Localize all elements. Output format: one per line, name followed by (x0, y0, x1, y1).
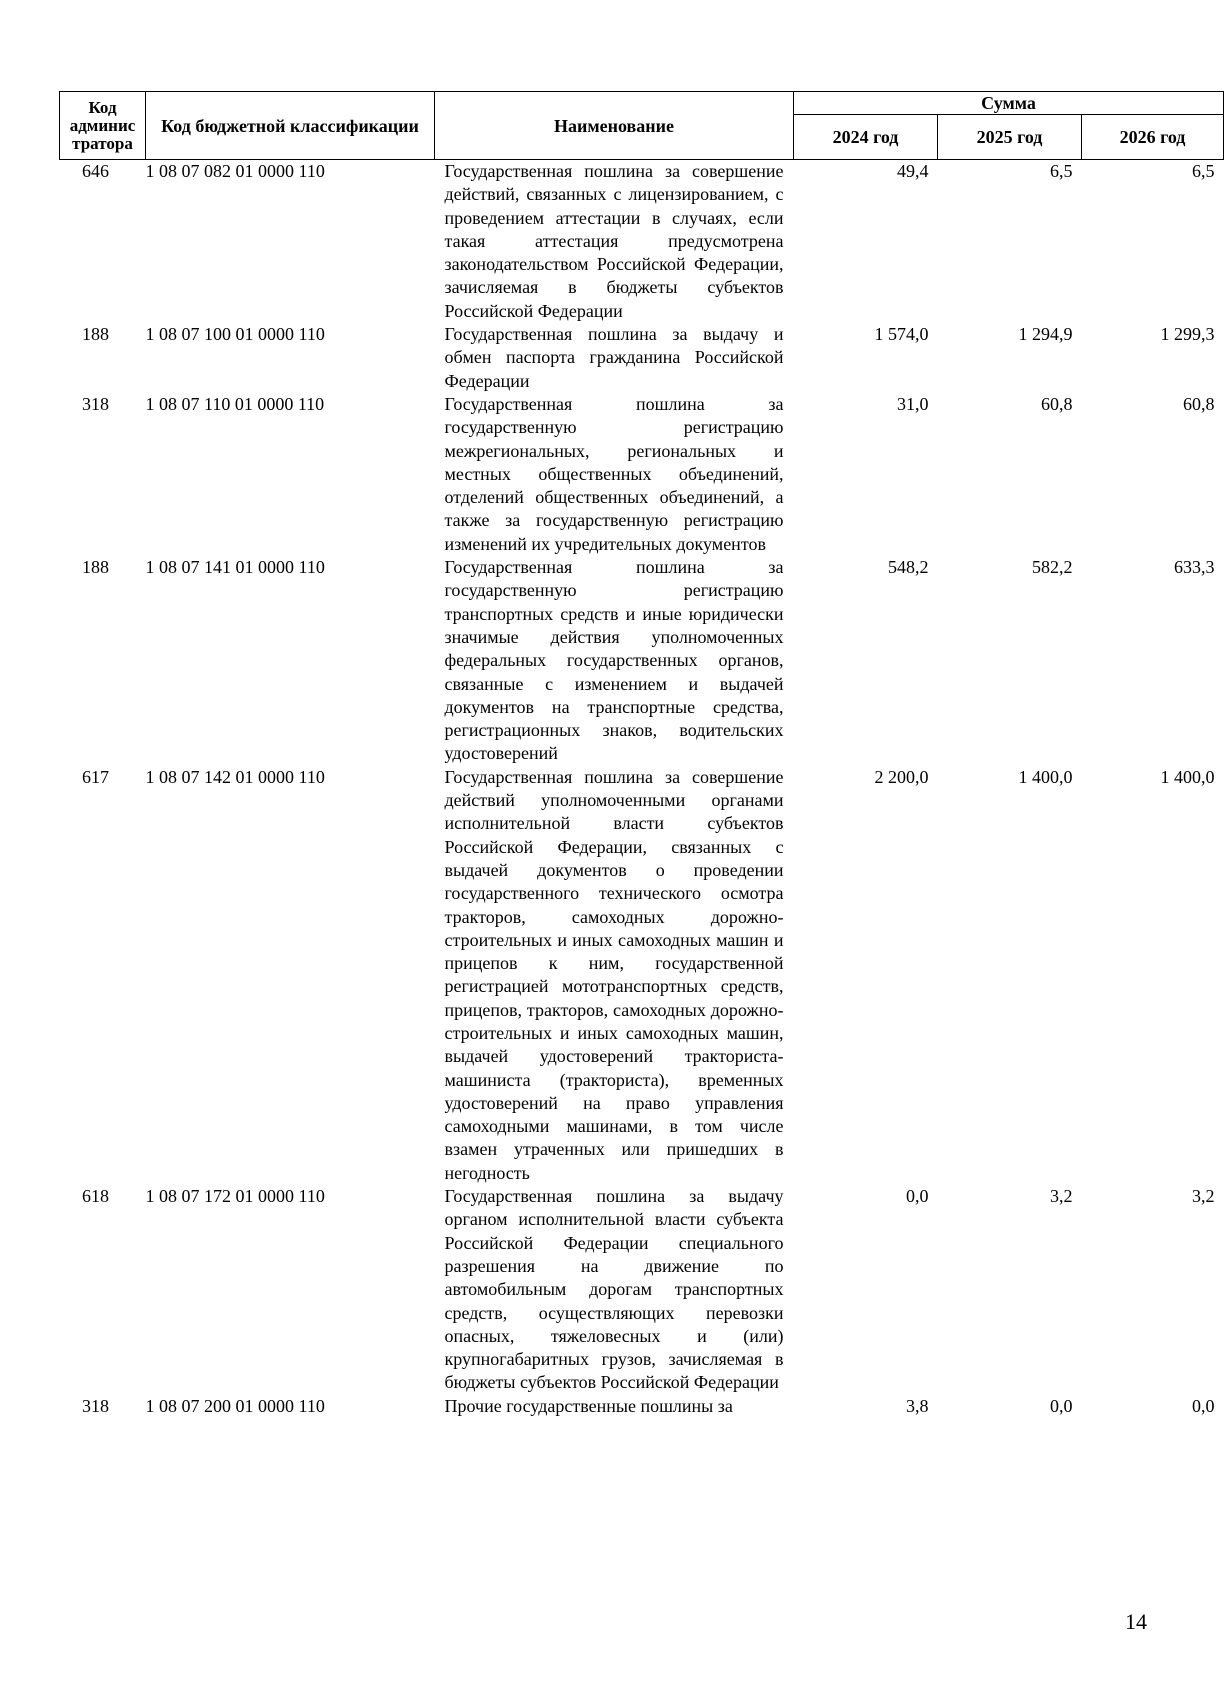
cell-admin: 188 (82, 557, 109, 578)
cell-2025: 1 294,9 (1018, 324, 1073, 345)
cell-kbk: 1 08 07 172 01 0000 110 (145, 1186, 325, 1207)
cell-kbk: 1 08 07 110 01 0000 110 (145, 393, 325, 414)
cell-name: Государственная пошлина за совершение действий, связанных с лицензированием, с проведением аттестации в случаях, если такая аттестация предусмотрена законодательством Российской Федерации, зачисляемая в бюджеты субъектов Российской Федерации (444, 161, 784, 321)
table-row (60, 766, 1224, 1185)
cell-admin: 318 (82, 1395, 109, 1416)
table-row (60, 393, 1224, 556)
cell-2024: 1 574,0 (874, 324, 929, 345)
cell-2025: 1 400,0 (1018, 766, 1073, 787)
header-year-2024: 2024 год (794, 115, 938, 160)
header-name: Наименование (435, 92, 794, 160)
document-page (59, 91, 1215, 1418)
table-row (60, 1185, 1224, 1395)
cell-2024: 3,8 (906, 1395, 929, 1416)
cell-name: Государственная пошлина за государственную регистрацию транспортных средств и иные юридически значимые действия уполномоченных федеральных государственных органов, связанные с изменением и выдачей документов на транспортные средства, регистрационных знаков, водительских удостоверений (444, 557, 784, 764)
cell-name: Государственная пошлина за выдачу и обмен паспорта гражданина Российской Федерации (444, 324, 784, 391)
cell-name: Государственная пошлина за выдачу органом исполнительной власти субъекта Российской Федерации специального разрешения на движение по автомобильным дорогам транспортных средств, осуществляющих перевозки опасных, тяжеловесных и (или) крупногабаритных грузов, зачисляемая в бюджеты субъектов Российской Федерации (444, 1186, 784, 1393)
cell-2025: 6,5 (1050, 161, 1073, 181)
cell-kbk: 1 08 07 100 01 0000 110 (145, 324, 325, 345)
cell-2025: 582,2 (1032, 557, 1073, 578)
cell-kbk: 1 08 07 200 01 0000 110 (145, 1395, 325, 1416)
cell-2025: 0,0 (1050, 1395, 1073, 1416)
cell-2024: 2 200,0 (874, 766, 929, 787)
table-header (60, 92, 1224, 160)
cell-kbk: 1 08 07 141 01 0000 110 (145, 557, 325, 578)
cell-admin: 617 (82, 766, 109, 787)
table-row (60, 160, 1224, 324)
cell-2026: 1 400,0 (1160, 766, 1215, 787)
cell-2024: 49,4 (897, 161, 929, 181)
cell-2024: 548,2 (888, 557, 929, 578)
cell-admin: 646 (82, 161, 109, 181)
table-row (60, 323, 1224, 393)
cell-name: Государственная пошлина за государственную регистрацию межрегиональных, региональных и местных общественных объединений, отделений общественных объединений, а также за государственную регистрацию изменений их учредительных документов (444, 393, 784, 554)
cell-admin: 188 (82, 324, 109, 345)
cell-2026: 6,5 (1192, 161, 1215, 181)
cell-admin: 318 (82, 393, 109, 414)
cell-2025: 60,8 (1041, 393, 1073, 414)
header-admin-code: Код админис тратора (60, 92, 146, 160)
header-year-2026: 2026 год (1082, 115, 1224, 160)
page-number: 14 (1125, 1609, 1147, 1634)
cell-name: Прочие государственные пошлины за (444, 1395, 733, 1416)
cell-name: Государственная пошлина за совершение действий уполномоченными органами исполнительной власти субъектов Российской Федерации, связанных с выдачей документов о проведении государственного технического осмотра тракторов, самоходных дорожно-строительных и иных самоходных машин и прицепов к ним, государственной регистрацией мототранспортных средств, прицепов, тракторов, самоходных дорожно-строительных и иных самоходных машин, выдачей удостоверений тракториста-машиниста (тракториста), временных удостоверений на право управления самоходными машинами, в том числе взамен утраченных или пришедших в негодность (444, 766, 784, 1183)
header-kbk: Код бюджетной классификации (146, 92, 435, 160)
table-body (60, 160, 1224, 1419)
header-year-2025: 2025 год (938, 115, 1082, 160)
cell-2025: 3,2 (1050, 1186, 1073, 1207)
cell-kbk: 1 08 07 142 01 0000 110 (145, 766, 325, 787)
table-row (60, 556, 1224, 766)
cell-2026: 0,0 (1192, 1395, 1215, 1416)
table-row (60, 1395, 1224, 1418)
cell-admin: 618 (82, 1186, 109, 1207)
budget-revenue-table (59, 91, 1224, 1418)
cell-2026: 60,8 (1183, 393, 1215, 414)
header-sum: Сумма (794, 92, 1224, 115)
cell-2024: 0,0 (906, 1186, 929, 1207)
cell-2026: 1 299,3 (1160, 324, 1215, 345)
cell-2026: 633,3 (1174, 557, 1215, 578)
cell-2024: 31,0 (897, 393, 929, 414)
cell-2026: 3,2 (1192, 1186, 1215, 1207)
cell-kbk: 1 08 07 082 01 0000 110 (145, 161, 325, 181)
